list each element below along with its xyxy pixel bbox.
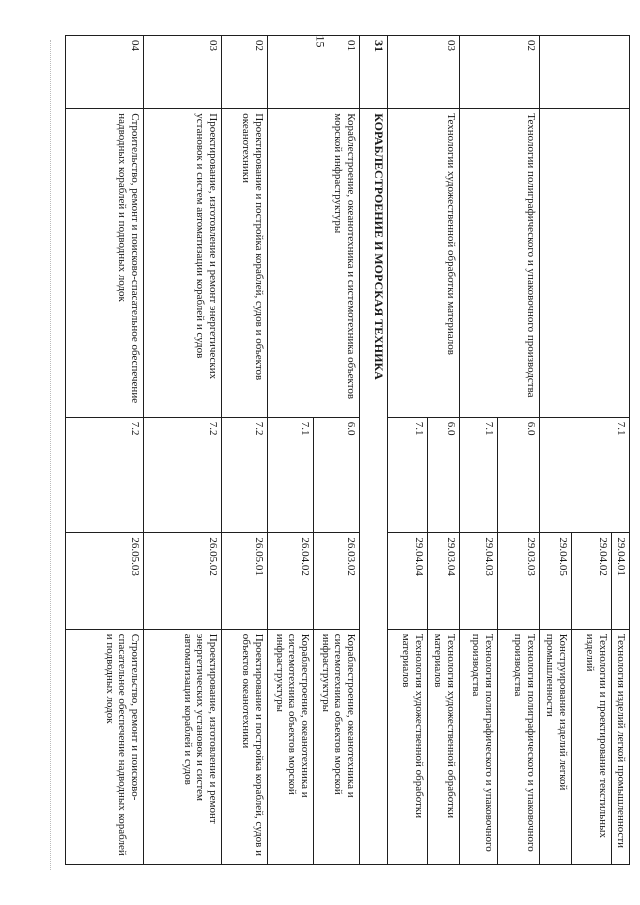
rotated-page — [50, 35, 630, 865]
code-cell: 29.04.04 — [388, 533, 428, 629]
spec-cell: Технология полиграфического и упаковочного производства — [498, 629, 540, 864]
group-cell: 01 — [268, 36, 360, 109]
code-cell: 26.04.02 — [268, 533, 314, 629]
code-cell: 29.03.04 — [428, 533, 460, 629]
name-cell — [540, 109, 630, 417]
table-row — [314, 36, 360, 865]
code-cell: 29.03.03 — [498, 533, 540, 629]
name-cell: Технологии художественной обработки материалов — [388, 109, 460, 417]
name-cell: Технологии полиграфического и упаковочного производства — [460, 109, 540, 417]
level-cell: 7.2 — [222, 417, 268, 533]
group-cell: 03 — [388, 36, 460, 109]
table-row — [144, 36, 222, 865]
code-cell: 26.03.02 — [314, 533, 360, 629]
section-code: 31 — [360, 36, 388, 109]
table-row — [498, 36, 540, 865]
code-cell: 29.04.02 — [572, 533, 612, 629]
level-cell: 7.1 — [388, 417, 428, 533]
code-cell: 26.05.01 — [222, 533, 268, 629]
name-cell: Кораблестроение, океанотехника и системотехника объектов морской инфраструктуры — [268, 109, 360, 417]
level-cell: 6.0 — [314, 417, 360, 533]
spec-cell: Технология полиграфического и упаковочного производства — [460, 629, 498, 864]
page-number: 15 — [313, 35, 328, 48]
table-row — [66, 36, 144, 865]
table-row — [428, 36, 460, 865]
spec-cell: Технологии и проектирование текстильных изделий — [572, 629, 612, 864]
code-cell: 26.05.02 — [144, 533, 222, 629]
level-cell: 7.2 — [66, 417, 144, 533]
level-cell: 6.0 — [498, 417, 540, 533]
spec-cell: Кораблестроение, океанотехника и системотехника объектов морской инфраструктуры — [314, 629, 360, 864]
specialties-table — [65, 35, 630, 865]
group-cell: 04 — [66, 36, 144, 109]
section-row — [360, 36, 388, 865]
level-cell: 7.1 — [460, 417, 498, 533]
spec-cell: Технология художественной обработки материалов — [388, 629, 428, 864]
level-cell: 7.1 — [268, 417, 314, 533]
spec-cell: Кораблестроение, океанотехника и системотехника объектов морской инфраструктуры — [268, 629, 314, 864]
group-cell: 03 — [144, 36, 222, 109]
name-cell: Проектирование и постройка кораблей, судов и объектов океанотехники — [222, 109, 268, 417]
code-cell: 29.04.05 — [540, 533, 572, 629]
level-cell: 7.2 — [144, 417, 222, 533]
spec-cell: Конструирование изделий легкой промышленности — [540, 629, 572, 864]
section-title: КОРАБЛЕСТРОЕНИЕ И МОРСКАЯ ТЕХНИКА — [360, 109, 388, 865]
group-cell — [540, 36, 630, 109]
spec-cell: Технология художественной обработки материалов — [428, 629, 460, 864]
code-cell: 26.05.03 — [66, 533, 144, 629]
name-cell: Проектирование, изготовление и ремонт энергетических установок и систем автоматизации кораблей и судов — [144, 109, 222, 417]
code-cell: 29.04.01 — [612, 533, 630, 629]
level-cell: 6.0 — [428, 417, 460, 533]
table-row — [222, 36, 268, 865]
spec-cell: Строительство, ремонт и поисково-спасательное обеспечение надводных кораблей и подводных лодок — [66, 629, 144, 864]
name-cell: Строительство, ремонт и поисково-спасательное обеспечение надводных кораблей и подводных лодок — [66, 109, 144, 417]
group-cell: 02 — [460, 36, 540, 109]
spec-cell: Проектирование и постройка кораблей, судов и объектов океанотехники — [222, 629, 268, 864]
spec-cell: Технология изделий легкой промышленности — [612, 629, 630, 864]
table-row — [612, 36, 630, 865]
spec-cell: Проектирование, изготовление и ремонт энергетических установок и систем автоматизации кораблей и судов — [144, 629, 222, 864]
level-cell: 7.1 — [540, 417, 630, 533]
code-cell: 29.04.03 — [460, 533, 498, 629]
group-cell: 02 — [222, 36, 268, 109]
